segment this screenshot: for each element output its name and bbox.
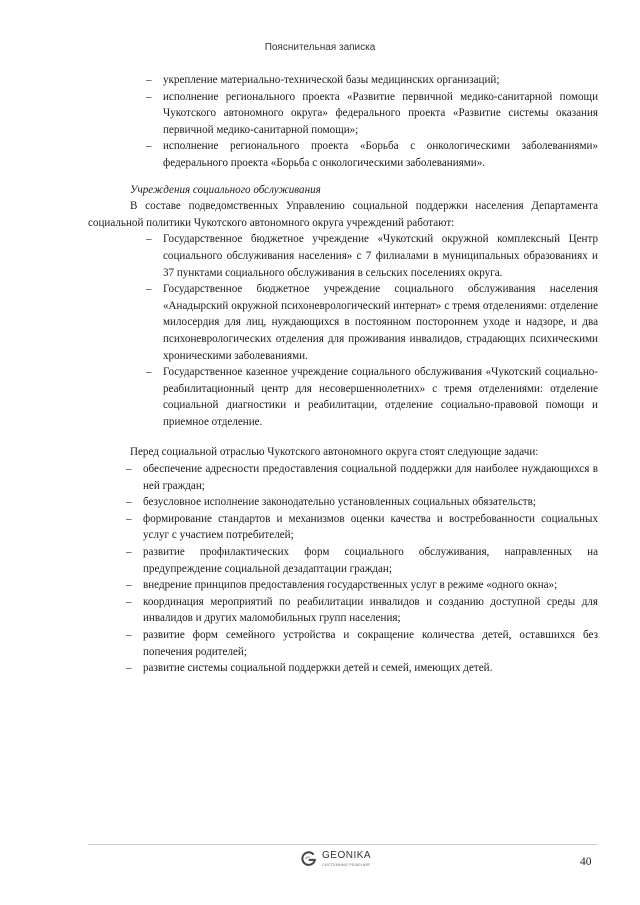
list-item: – развитие форм семейного устройства и сокращение количества детей, оставшихся без попечения родителей;: [126, 629, 598, 658]
tasks-paragraph: Перед социальной отраслью Чукотского автономного округа стоят следующие задачи:: [130, 446, 539, 459]
tasks-list: [88, 461, 598, 677]
bullet-dash: –: [146, 283, 152, 296]
list-item: – Государственное бюджетное учреждение «Чукотский окружной комплексный Центр социального обслуживания населения» с 7 филиалами в муниципальных образованиях и 37 пунктами социального обслуживания в сельских поселениях округа.: [146, 233, 598, 279]
bullet-dash: –: [146, 74, 152, 86]
list-item: – развитие профилактических форм социального обслуживания, направленных на предупреждение социальной дезадаптации граждан;: [126, 546, 598, 575]
logo-tagline: СИСТЕМНЫЕ РЕШЕНИЯ: [322, 862, 370, 867]
bullet-dash: –: [126, 463, 132, 476]
bullet-dash: –: [146, 233, 152, 246]
list-item: – безусловное исполнение законодательно установленных социальных обязательств;: [143, 494, 598, 511]
list-item: – укрепление материально-технической базы медицинских организаций;: [163, 72, 598, 89]
bullet-dash: –: [126, 629, 132, 641]
list-item: – формирование стандартов и механизмов оценки качества и востребованности социальных услуг с участием потребителей;: [126, 512, 598, 542]
list-item: – Государственное казенное учреждение социального обслуживания «Чукотский социально-реабилитационный центр для несовершеннолетних» с тремя отделениями: отделение социальной диагностики и реабилитации, отделение социально-правовой помощи и приемное отделение.: [146, 366, 598, 428]
list-item: – внедрение принципов предоставления государственных услуг в режиме «одного окна»;: [143, 577, 598, 594]
bullet-dash: –: [146, 140, 152, 153]
geonika-logo: [300, 850, 371, 868]
bullet-dash: –: [126, 579, 132, 592]
bullet-dash: –: [126, 546, 132, 559]
list-item: – обеспечение адресности предоставления социальной поддержки для наиболее нуждающихся в ней граждан;: [126, 463, 598, 492]
intro-bullet-list: [88, 72, 598, 172]
list-item: – развитие системы социальной поддержки детей и семей, имеющих детей.: [143, 660, 598, 677]
footer-divider: [88, 844, 598, 845]
page-content: [88, 72, 598, 677]
bullet-dash: –: [146, 366, 152, 379]
page-number: 40: [580, 856, 592, 868]
logo-name: GEONIKA: [322, 850, 372, 861]
page-header: Пояснительная записка: [264, 42, 376, 53]
bullet-dash: –: [126, 595, 132, 608]
institution-list: [88, 231, 598, 430]
bullet-dash: –: [126, 496, 132, 509]
bullet-dash: –: [126, 512, 132, 525]
geonika-logo-icon: [300, 850, 318, 868]
list-item: – исполнение регионального проекта «Борьба с онкологическими заболеваниями» федерального проекта «Борьба с онкологическими заболеваниями».: [146, 140, 598, 169]
section-title: Учреждения социального обслуживания: [130, 183, 321, 196]
list-item: – Государственное бюджетное учреждение социального обслуживания населения «Анадырский окружной психоневрологический интернат» с тремя отделениями: отделение милосердия для лиц, нуждающихся в постоянном постороннем уходе и надзоре, и два психоневрологических отделения для проживания инвалидов, страдающих психическими хроническими заболеваниями.: [146, 283, 598, 362]
list-item: – исполнение регионального проекта «Развитие первичной медико-санитарной помощи Чукотского автономного округа» федерального проекта «Развитие системы оказания первичной медико-санитарной помощи»;: [146, 90, 598, 136]
bullet-dash: –: [146, 90, 152, 103]
list-item: – координация мероприятий по реабилитации инвалидов и созданию доступной среды для инвалидов и других маломобильных групп населения;: [126, 595, 598, 625]
section-paragraph: В составе подведомственных Управлению социальной поддержки населения Департамента социальной политики Чукотского автономного округа учреждений работают:: [88, 200, 598, 229]
bullet-dash: –: [126, 662, 132, 675]
